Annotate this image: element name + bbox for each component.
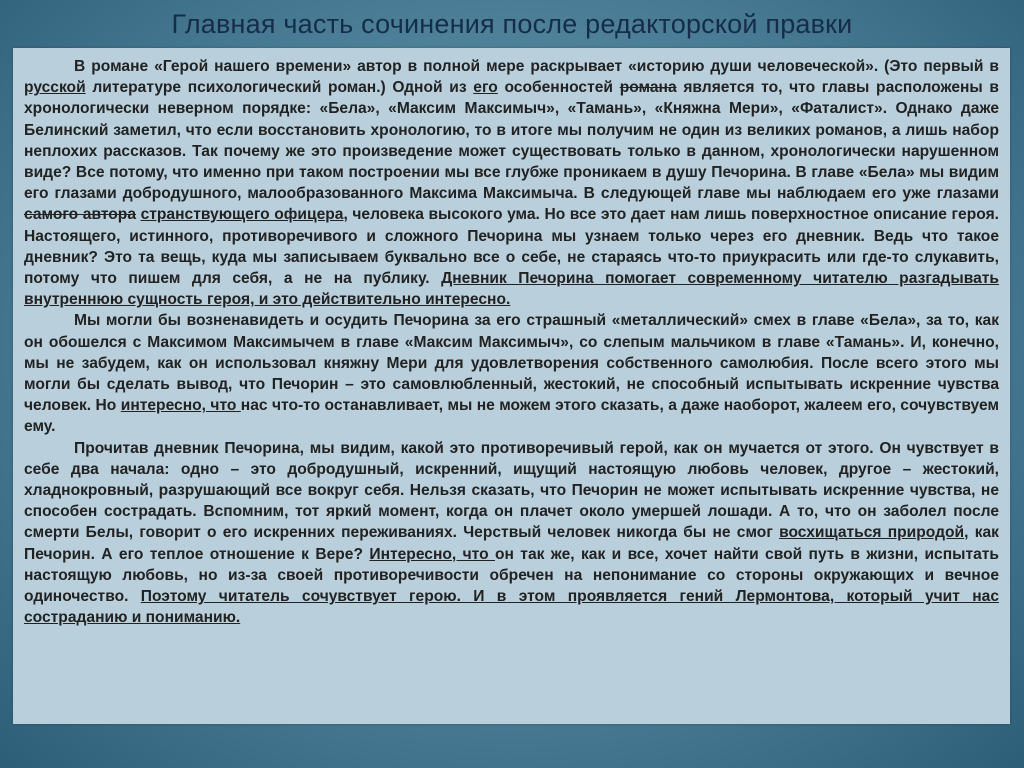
underlined-edit: Дневник Печорина помогает современному читателю разгадывать внутреннюю сущность героя, и это действительно интересно. <box>24 270 999 309</box>
text-run: нас что-то останавливает, мы не можем этого сказать, а даже наоборот, жалеем его, сочувствуем ему. <box>24 397 1000 436</box>
underlined-edit: русской <box>24 79 86 97</box>
struck-edit: романа <box>619 79 677 97</box>
struck-edit: самого автора <box>24 206 136 224</box>
underlined-edit: восхищаться природой <box>779 524 965 542</box>
underlined-edit: Поэтому читатель сочувствует герою. И в этом проявляется гений Лермонтова, который учит нас состраданию и пониманию. <box>24 588 1000 627</box>
underlined-edit: его <box>473 79 498 97</box>
underlined-edit: Интересно, что <box>369 545 495 563</box>
text-run: Мы могли бы возненавидеть и осудить Печорина за его страшный «металлический» смех в главе «Бела», за то, как он обошелся с Максимом Максимычем в главе «Максим Максимыч», со слепым мальчиком в главе «Тамань». И, конечно, мы не забудем, как он использовал княжну Мери для удовлетворения собственного самолюбия. После всего этого мы могли бы сделать вывод, что Печорин – это самовлюбленный, жестокий, не способный испытывать искренние чувства человек. Но <box>24 312 999 415</box>
paragraph-3 <box>24 438 999 629</box>
essay-text <box>24 56 999 628</box>
text-run: , как Печорин. А его теплое отношение к Вере? <box>24 524 999 563</box>
text-run: литературе психологический роман.) Одной из <box>85 79 474 97</box>
text-run: В романе «Герой нашего времени» автор в полной мере раскрывает «историю души человеческой». (Это первый в <box>74 58 999 75</box>
underlined-edit: интересно, что <box>120 397 241 415</box>
text-run: , человека высокого ума. Но все это дает нам лишь поверхностное описание героя. Настоящего, истинного, противоречивого и сложного Печорина мы узнаем только через его дневник. Ведь что такое дневник? Это та вещь, куда мы записываем буквально все о себе, не стараясь что-то приукрасить или где-то слукавить, потому что пишем для себя, а не на публику. <box>24 206 999 288</box>
essay-panel <box>13 48 1010 724</box>
slide-title: Главная часть сочинения после редакторской правки <box>171 9 853 39</box>
underlined-edit: странствующего офицера <box>140 206 344 224</box>
text-run: Прочитав дневник Печорина, мы видим, какой это противоречивый герой, как он мучается от этого. Он чувствует в себе два начала: одно – это добродушный, искренний, ищущий настоящую любовь человек, другое – жестокий, хладнокровный, разрушающий все вокруг себя. Нельзя сказать, что Печорин не может испытывать искренние чувства, не способен сострадать. Вспомним, тот яркий момент, когда он плачет около умершей лошади. А то, что он заболел после смерти Белы, говорит о его искренних переживаниях. Черствый человек никогда бы не смог <box>24 439 999 542</box>
text-run: он так же, как и все, хочет найти свой путь в жизни, испытать настоящую любовь, но из-за своей противоречивости обречен на непонимание со стороны окружающих и вечное одиночество. <box>24 545 999 606</box>
text-run: особенностей <box>497 79 620 97</box>
text-run: является то, что главы расположены в хронологически неверном порядке: «Бела», «Максим Максимыч», «Тамань», «Княжна Мери», «Фаталист». Однако даже Белинский заметил, что если восстановить хронологию, то в итоге мы получим не один из великих романов, а лишь набор неплохих рассказов. Так почему же это произведение может существовать только в данном, хронологически нарушенном виде? Все потому, что именно при таком построении мы все глубже проникаем в душу Печорина. В главе «Бела» мы видим его глазами добродушного, малообразованного Максима Максимыча. В следующей главе мы наблюдаем его уже глазами <box>24 79 1000 203</box>
paragraph-2 <box>24 310 999 437</box>
paragraph-1 <box>24 56 999 310</box>
